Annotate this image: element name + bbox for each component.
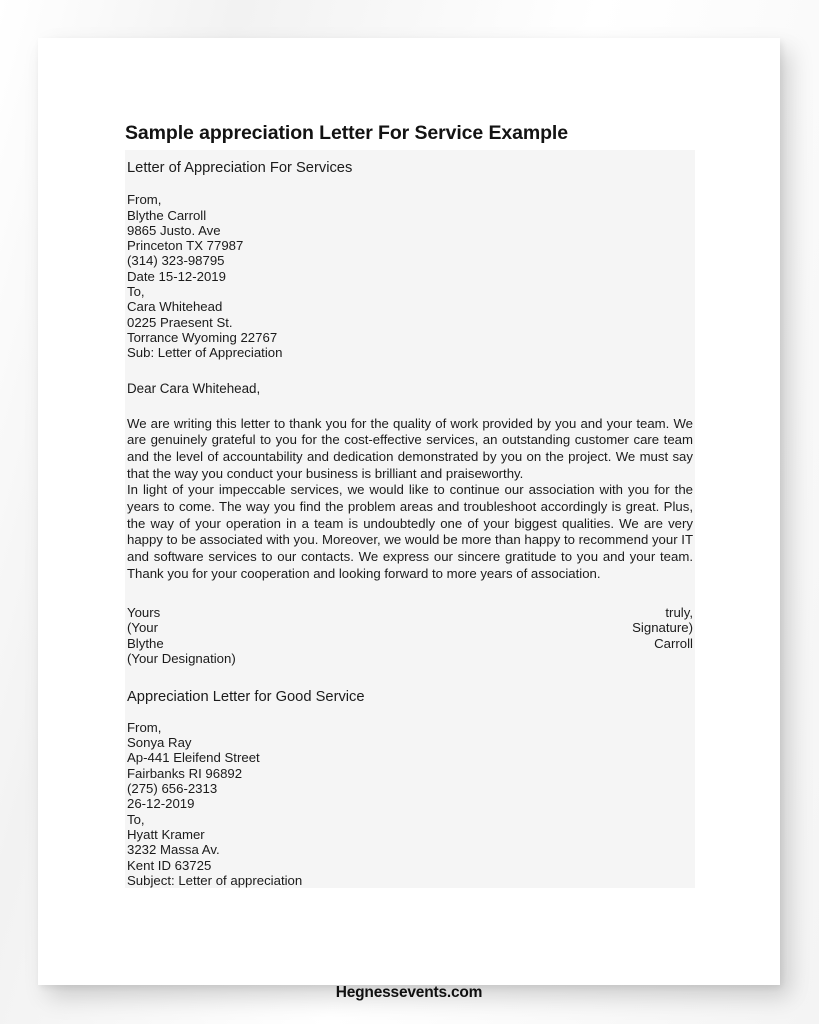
letter-one-sender-phone: (314) 323-98795 — [127, 253, 225, 269]
letter-content-panel — [125, 150, 695, 888]
signature-yours-left: Yours — [127, 604, 161, 620]
letter-one-signature-block — [127, 605, 693, 667]
letter-one-salutation: Dear Cara Whitehead, — [127, 380, 261, 396]
document-paper-sheet — [38, 38, 780, 1001]
letter-one-address-block — [127, 192, 693, 360]
letter-two-sender-name: Sonya Ray — [127, 735, 192, 751]
letter-two-sender-city: Fairbanks RI 96892 — [127, 765, 243, 781]
letter-one-paragraph-1: We are writing this letter to thank you for the quality of work provided by you and your team. We are genuinely grateful to you for the cost-effective services, an outstanding customer care team and the level of accountability and dedication demonstrated by you on the project. We must say that the way you conduct your business is brilliant and praiseworthy. — [127, 415, 693, 481]
letter-one-recipient-name: Cara Whitehead — [127, 299, 223, 315]
signature-placeholder-left: (Your — [127, 620, 159, 636]
letter-two-from-label: From, — [127, 719, 162, 735]
letter-two-recipient-city: Kent ID 63725 — [127, 857, 212, 873]
signature-designation: (Your Designation) — [127, 651, 236, 667]
letter-one-sender-name: Blythe Carroll — [127, 207, 207, 223]
letter-one-heading: Letter of Appreciation For Services — [127, 160, 353, 176]
letter-one-recipient-street: 0225 Praesent St. — [127, 314, 233, 330]
letter-one-subject: Sub: Letter of Appreciation — [127, 345, 283, 361]
letter-one-sender-street: 9865 Justo. Ave — [127, 222, 221, 238]
signature-row-name — [127, 636, 693, 652]
letter-two-address-block — [127, 720, 693, 888]
letter-two-date: 26-12-2019 — [127, 796, 195, 812]
letter-two-sender-phone: (275) 656-2313 — [127, 781, 218, 797]
signature-placeholder-right: Signature) — [632, 620, 693, 636]
signature-name-left: Blythe — [127, 635, 164, 651]
letter-one-paragraph-2: In light of your impeccable services, we would like to continue our association with you for the years to come. The way you find the problem areas and troubleshoot accordingly is great. Plus, the way of your operation in a team is undoubtedly one of your biggest qualities. We are very happy to be associated with you. Moreover, we would be more than happy to recommend your IT and software services to our contacts. We express our sincere gratitude to you and your team. Thank you for your cooperation and looking forward to more years of association. — [127, 482, 693, 581]
letter-two-heading: Appreciation Letter for Good Service — [127, 688, 365, 705]
letter-two-recipient-name: Hyatt Kramer — [127, 826, 205, 842]
letter-two-recipient-street: 3232 Massa Av. — [127, 842, 220, 858]
footer-brand: Hegnessevents.com — [335, 984, 483, 1001]
letter-section-divider-space — [127, 667, 693, 687]
signature-yours-right: truly, — [665, 604, 693, 620]
letter-one-date: Date 15-12-2019 — [127, 268, 226, 284]
letter-two-subject: Subject: Letter of appreciation — [127, 872, 303, 888]
page-title: Sample appreciation Letter For Service Example — [125, 122, 568, 144]
letter-one-sender-city: Princeton TX 77987 — [127, 238, 244, 254]
letter-one-from-label: From, — [127, 192, 162, 208]
signature-row-yours-truly — [127, 605, 693, 621]
letter-two-to-label: To, — [127, 811, 145, 827]
signature-name-right: Carroll — [654, 635, 693, 651]
signature-row-your-signature — [127, 620, 693, 636]
letter-two-sender-street: Ap-441 Eleifend Street — [127, 750, 260, 766]
letter-one-to-label: To, — [127, 284, 145, 300]
letter-one-recipient-city: Torrance Wyoming 22767 — [127, 329, 278, 345]
